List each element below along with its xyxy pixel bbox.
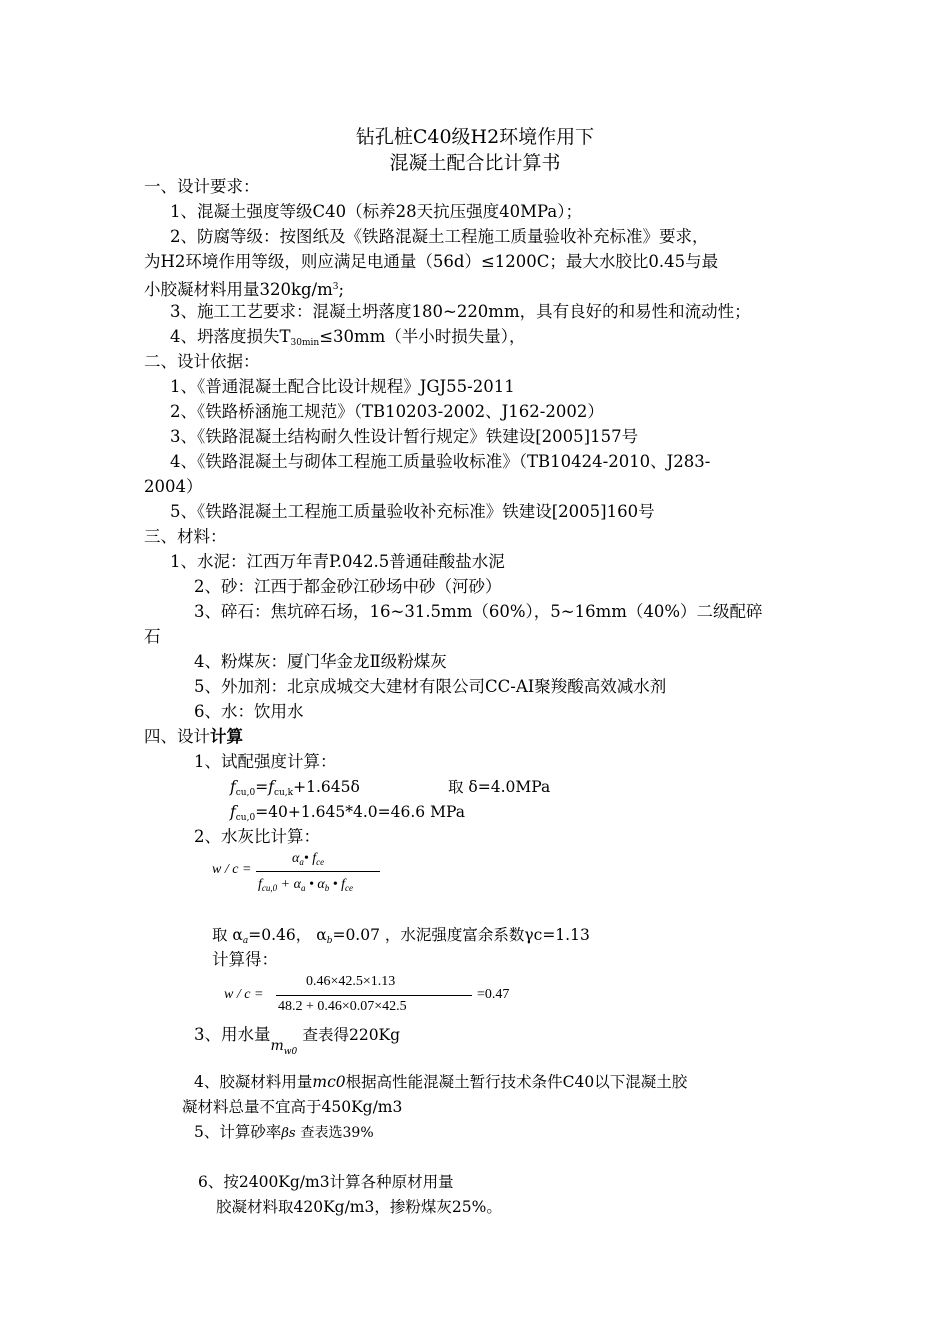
formula-delta-value: 取 δ=4.0MPa <box>448 778 551 796</box>
s4-item6-line1: 6、按2400Kg/m3计算各种原材用量 <box>198 1173 454 1191</box>
section2-heading: 二、设计依据： <box>144 352 260 371</box>
s2-item1: 1、《普通混凝土配合比设计规程》JGJ55-2011 <box>170 377 515 396</box>
s4-item4-line1: 4、胶凝材料用量mc0根据高性能混凝土暂行技术条件C40以下混凝土胶 <box>194 1073 688 1091</box>
s1-item4: 4、坍落度损失$T_{30min}\le 30mm$（半小时损失量）， <box>170 327 526 348</box>
s3-item2: 2、砂：江西于都金砂江砂场中砂（河砂） <box>194 577 502 596</box>
doc-title-line1: 钻孔桩C40级H2环境作用下 <box>355 126 595 148</box>
s1-item2-line3: 小胶凝材料用量$320kg/m^3$; <box>144 280 345 299</box>
section4-heading: 四、设计计算 <box>144 727 243 746</box>
calc-denominator: 48.2 + 0.46×0.07×42.5 <box>278 999 407 1014</box>
wc-coefficients: 取 $\alpha_a=0.46$， $\alpha_b=0.07$ ，水泥强度富余系数γc=1.13 <box>212 926 590 946</box>
s2-item3: 3、《铁路混凝土结构耐久性设计暂行规定》铁建设[2005]157号 <box>170 427 639 446</box>
s3-item3-line1: 3、碎石：焦坑碎石场，16~31.5mm（60%），5~16mm（40%）二级配碎 <box>194 602 763 621</box>
formula-fcu0-result: $f_{cu,0}=40+1.645*4.0=46.6$ MPa <box>230 803 465 823</box>
wc-formula-lhs: w / c = <box>212 862 252 877</box>
s3-item5: 5、外加剂：北京成城交大建材有限公司CC-AI聚羧酸高效减水剂 <box>194 677 667 696</box>
calc-result: =0.47 <box>477 987 510 1002</box>
s2-item4-line1: 4、《铁路混凝土与砌体工程施工质量验收标准》（TB10424-2010、J283- <box>170 452 711 471</box>
calc-numerator: 0.46×42.5×1.13 <box>306 974 396 989</box>
s4-item2: 2、水灰比计算： <box>194 827 320 846</box>
s1-item3: 3、施工工艺要求：混凝土坍落度180~220mm，具有良好的和易性和流动性； <box>170 302 751 321</box>
s3-item4: 4、粉煤灰：厦门华金龙Ⅱ级粉煤灰 <box>194 652 447 671</box>
calc-formula-lhs: w / c = <box>224 987 264 1002</box>
formula-fcu0-def: $f_{cu,0}=f_{cu,k}+1.645\delta$ <box>230 778 360 798</box>
s4-item3: 3、用水量$_{mw0}$ 查表得220Kg <box>194 1025 401 1057</box>
s1-item2-line2: 为H2环境作用等级，则应满足电通量（56d）≤1200C；最大水胶比0.45与最 <box>144 252 719 271</box>
s2-item5: 5、《铁路混凝土工程施工质量验收补充标准》铁建设[2005]160号 <box>170 502 655 521</box>
s3-item1: 1、水泥：江西万年青P.042.5普通硅酸盐水泥 <box>170 552 505 571</box>
s3-item3-line2: 石 <box>144 627 161 646</box>
s2-item4-line2: 2004） <box>144 477 203 496</box>
wc-formula-numerator: $\alpha_a•$ $f_{ce}$ <box>292 851 325 867</box>
wc-formula-denominator: $f_{cu,0} + \alpha_a$ • $\alpha_b$ • $f_{ce}$ <box>258 877 353 893</box>
s4-item1: 1、试配强度计算： <box>194 752 337 771</box>
calc-fraction-bar <box>276 995 472 996</box>
calc-label: 计算得： <box>212 950 278 969</box>
wc-fraction-bar <box>256 871 380 872</box>
s4-item4-line2: 凝材料总量不宜高于450Kg/m3 <box>182 1098 403 1116</box>
s4-item6-line2: 胶凝材料取420Kg/m3，掺粉煤灰25%。 <box>216 1198 502 1216</box>
s3-item6: 6、水：饮用水 <box>194 702 304 721</box>
s4-item5: 5、计算砂率βs 查表选39% <box>194 1123 374 1141</box>
s2-item2: 2、《铁路桥涵施工规范》（TB10203-2002、J162-2002） <box>170 402 604 421</box>
s1-item1: 1、混凝土强度等级C40（标养28天抗压强度40MPa）； <box>170 202 582 221</box>
s1-item2-line1: 2、防腐等级：按图纸及《铁路混凝土工程施工质量验收补充标准》要求， <box>170 227 709 246</box>
section3-heading: 三、材料： <box>144 527 227 546</box>
section1-heading: 一、设计要求： <box>144 177 260 196</box>
doc-title-line2: 混凝土配合比计算书 <box>389 152 561 174</box>
